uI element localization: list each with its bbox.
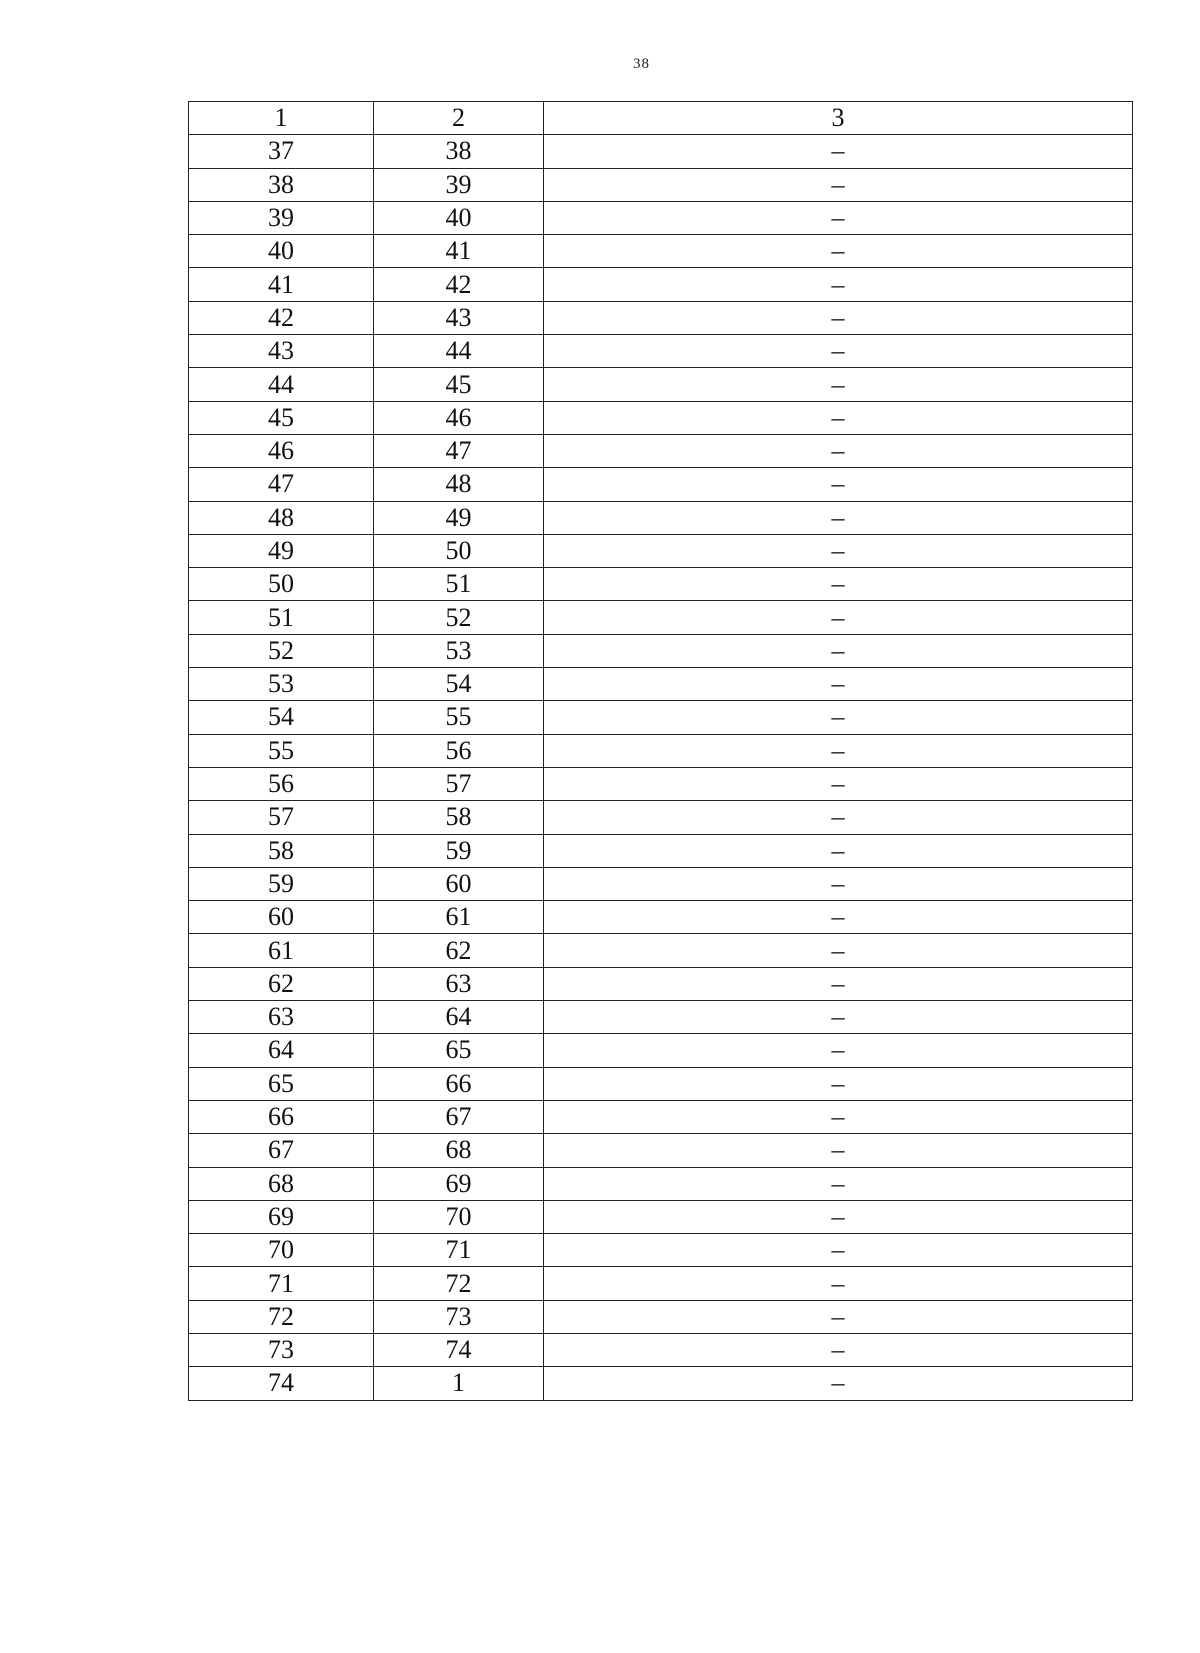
table-row	[189, 701, 1133, 734]
table-cell: –	[544, 767, 1133, 800]
table-row	[189, 734, 1133, 767]
table-row	[189, 601, 1133, 634]
table-cell: 71	[374, 1234, 544, 1267]
table-row	[189, 1067, 1133, 1100]
table-row	[189, 934, 1133, 967]
table-cell: –	[544, 1167, 1133, 1200]
table-cell: –	[544, 201, 1133, 234]
table-cell: 39	[374, 168, 544, 201]
table-row	[189, 967, 1133, 1000]
table-cell: –	[544, 434, 1133, 467]
table-cell: 50	[374, 534, 544, 567]
table-cell: 62	[189, 967, 374, 1000]
table-row	[189, 468, 1133, 501]
table-cell: –	[544, 1367, 1133, 1400]
table-cell: –	[544, 1034, 1133, 1067]
table-cell: 61	[189, 934, 374, 967]
table-cell: 39	[189, 201, 374, 234]
table-cell: 49	[189, 534, 374, 567]
table-cell: 42	[374, 268, 544, 301]
table-cell: 59	[374, 834, 544, 867]
table-cell: 51	[374, 568, 544, 601]
table-cell: 63	[189, 1001, 374, 1034]
table-cell: 50	[189, 568, 374, 601]
table-cell: 44	[189, 368, 374, 401]
table-row	[189, 335, 1133, 368]
table-cell: 73	[189, 1333, 374, 1366]
table-cell: –	[544, 1234, 1133, 1267]
table-cell: –	[544, 268, 1133, 301]
table-cell: 73	[374, 1300, 544, 1333]
table-cell: –	[544, 468, 1133, 501]
table-cell: 65	[189, 1067, 374, 1100]
table-row	[189, 501, 1133, 534]
table-cell: –	[544, 568, 1133, 601]
table-cell: 43	[189, 335, 374, 368]
table-cell: 52	[189, 634, 374, 667]
table-cell: 66	[374, 1067, 544, 1100]
table-cell: 72	[374, 1267, 544, 1300]
table-cell: –	[544, 967, 1133, 1000]
table-cell: –	[544, 1067, 1133, 1100]
table-cell: 40	[374, 201, 544, 234]
table-cell: 69	[189, 1200, 374, 1233]
table-cell: 44	[374, 335, 544, 368]
column-header: 3	[544, 102, 1133, 135]
table-cell: –	[544, 1134, 1133, 1167]
table-cell: 67	[374, 1100, 544, 1133]
table-row	[189, 301, 1133, 334]
table-cell: 52	[374, 601, 544, 634]
table-row	[189, 834, 1133, 867]
table-cell: 42	[189, 301, 374, 334]
table-row	[189, 1333, 1133, 1366]
table-cell: 69	[374, 1167, 544, 1200]
column-header: 2	[374, 102, 544, 135]
table-cell: 38	[374, 135, 544, 168]
table-cell: –	[544, 801, 1133, 834]
data-table	[188, 101, 1133, 1401]
table-cell: 46	[189, 434, 374, 467]
table-cell: –	[544, 1300, 1133, 1333]
table-cell: 74	[374, 1333, 544, 1366]
table-cell: 60	[374, 867, 544, 900]
table-cell: 59	[189, 867, 374, 900]
table-cell: 47	[189, 468, 374, 501]
table-row	[189, 1367, 1133, 1400]
table-cell: 51	[189, 601, 374, 634]
table-row	[189, 1300, 1133, 1333]
table-cell: –	[544, 901, 1133, 934]
table-cell: –	[544, 834, 1133, 867]
table-cell: 43	[374, 301, 544, 334]
table-cell: 70	[189, 1234, 374, 1267]
table-cell: –	[544, 1267, 1133, 1300]
table-cell: 38	[189, 168, 374, 201]
table-cell: 48	[189, 501, 374, 534]
table-cell: 53	[189, 668, 374, 701]
table-row	[189, 901, 1133, 934]
table-cell: –	[544, 168, 1133, 201]
table-row	[189, 801, 1133, 834]
page-number: 38	[633, 56, 650, 72]
table-cell: 68	[374, 1134, 544, 1167]
table-cell: 64	[189, 1034, 374, 1067]
table-row	[189, 568, 1133, 601]
table-row	[189, 235, 1133, 268]
table-cell: 1	[374, 1367, 544, 1400]
table-cell: 53	[374, 634, 544, 667]
table-cell: –	[544, 601, 1133, 634]
table-cell: 66	[189, 1100, 374, 1133]
table-row	[189, 401, 1133, 434]
table-cell: –	[544, 1333, 1133, 1366]
table-row	[189, 201, 1133, 234]
table-cell: 68	[189, 1167, 374, 1200]
table-cell: 71	[189, 1267, 374, 1300]
table-cell: –	[544, 301, 1133, 334]
table-cell: 41	[374, 235, 544, 268]
table-cell: 45	[189, 401, 374, 434]
table-cell: –	[544, 934, 1133, 967]
table-cell: 63	[374, 967, 544, 1000]
table-row	[189, 634, 1133, 667]
table-cell: 46	[374, 401, 544, 434]
table-row	[189, 1100, 1133, 1133]
table-row	[189, 534, 1133, 567]
table-cell: –	[544, 135, 1133, 168]
table-row	[189, 1267, 1133, 1300]
table-cell: –	[544, 501, 1133, 534]
table-cell: 72	[189, 1300, 374, 1333]
table-cell: 60	[189, 901, 374, 934]
table-cell: 58	[374, 801, 544, 834]
table-cell: –	[544, 668, 1133, 701]
table-row	[189, 268, 1133, 301]
table-cell: –	[544, 1200, 1133, 1233]
table-row	[189, 668, 1133, 701]
table-cell: 74	[189, 1367, 374, 1400]
table-cell: 62	[374, 934, 544, 967]
table-cell: 64	[374, 1001, 544, 1034]
table-cell: 54	[189, 701, 374, 734]
table-row	[189, 1034, 1133, 1067]
table-row	[189, 135, 1133, 168]
table-cell: 49	[374, 501, 544, 534]
table-cell: 45	[374, 368, 544, 401]
table-cell: –	[544, 634, 1133, 667]
table-cell: –	[544, 1100, 1133, 1133]
table-header-row	[189, 102, 1133, 135]
table-cell: –	[544, 235, 1133, 268]
table-cell: 65	[374, 1034, 544, 1067]
table-row	[189, 1167, 1133, 1200]
table-cell: 37	[189, 135, 374, 168]
table-cell: –	[544, 401, 1133, 434]
table-cell: 57	[189, 801, 374, 834]
table-cell: 67	[189, 1134, 374, 1167]
table-cell: 61	[374, 901, 544, 934]
table-row	[189, 867, 1133, 900]
table-cell: 41	[189, 268, 374, 301]
table-cell: 56	[374, 734, 544, 767]
table-cell: 40	[189, 235, 374, 268]
table-cell: 54	[374, 668, 544, 701]
table-cell: 55	[374, 701, 544, 734]
table-row	[189, 434, 1133, 467]
table-row	[189, 168, 1133, 201]
table-cell: –	[544, 867, 1133, 900]
table-cell: 57	[374, 767, 544, 800]
table-body	[189, 102, 1133, 1401]
table-cell: –	[544, 368, 1133, 401]
table-row	[189, 767, 1133, 800]
table-cell: 56	[189, 767, 374, 800]
table-cell: –	[544, 734, 1133, 767]
table-cell: 55	[189, 734, 374, 767]
table-cell: 58	[189, 834, 374, 867]
table-row	[189, 1001, 1133, 1034]
table-row	[189, 1200, 1133, 1233]
table-cell: 70	[374, 1200, 544, 1233]
column-header: 1	[189, 102, 374, 135]
table-cell: 47	[374, 434, 544, 467]
table-cell: 48	[374, 468, 544, 501]
table-row	[189, 368, 1133, 401]
table-cell: –	[544, 701, 1133, 734]
table-row	[189, 1134, 1133, 1167]
table-cell: –	[544, 534, 1133, 567]
table-cell: –	[544, 1001, 1133, 1034]
table-row	[189, 1234, 1133, 1267]
table-cell: –	[544, 335, 1133, 368]
